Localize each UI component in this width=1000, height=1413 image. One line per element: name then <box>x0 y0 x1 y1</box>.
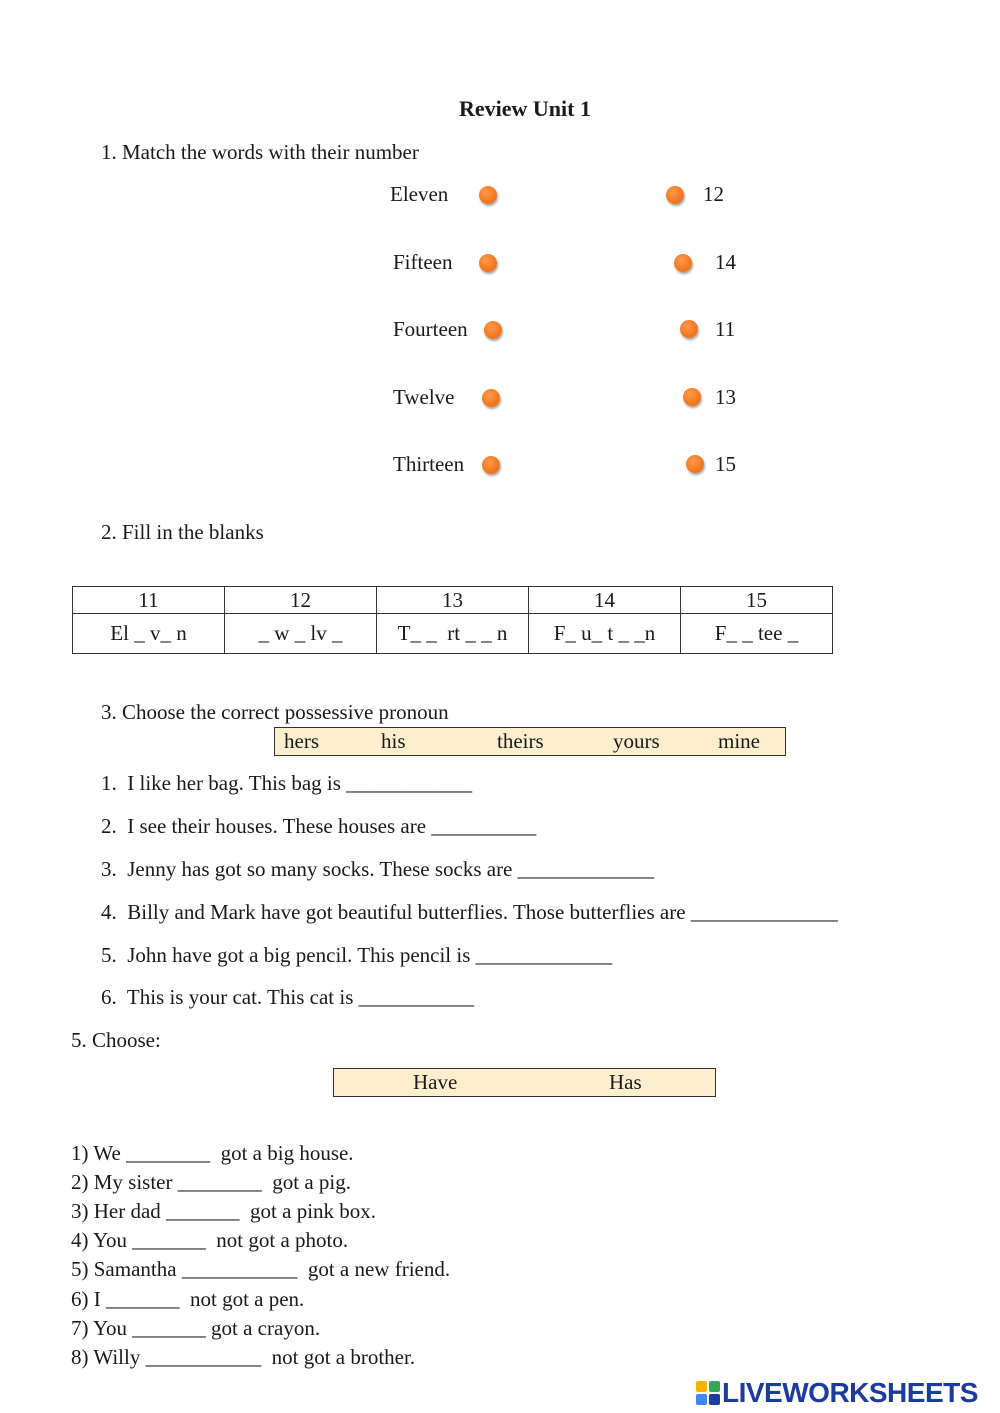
fill-blanks-table <box>72 586 833 654</box>
word-choice-his[interactable]: his <box>381 729 406 753</box>
word-choice-mine[interactable]: mine <box>718 729 760 753</box>
item-suffix: not got a pen. <box>190 1287 305 1311</box>
have-has-item <box>71 1141 354 1166</box>
section1-heading: 1. Match the words with their number <box>101 140 419 164</box>
answer-blank[interactable]: ___________ <box>358 985 475 1009</box>
item-number: 1. <box>101 771 117 795</box>
pronoun-word-bank <box>274 727 786 756</box>
answer-blank[interactable]: ___________ <box>145 1345 262 1369</box>
item-text: Jenny has got so many socks. These socks are <box>127 857 513 881</box>
item-prefix: 6) I <box>71 1287 101 1311</box>
match-number-dot[interactable] <box>686 455 704 473</box>
have-has-item <box>71 1257 450 1282</box>
item-text: I like her bag. This bag is <box>127 771 341 795</box>
item-text: Billy and Mark have got beautiful butterflies. Those butterflies are <box>127 900 686 924</box>
item-number: 5. <box>101 943 117 967</box>
answer-blank[interactable]: _______ <box>166 1199 240 1223</box>
have-has-item <box>71 1316 320 1341</box>
answer-blank[interactable]: ____________ <box>346 771 473 795</box>
match-number: 11 <box>715 317 736 341</box>
table-header-cell: 11 <box>73 587 225 614</box>
item-prefix: 2) My sister <box>71 1170 173 1194</box>
answer-blank[interactable]: _______ <box>132 1228 206 1252</box>
have-has-item <box>71 1287 304 1312</box>
item-text: I see their houses. These houses are <box>127 814 427 838</box>
pronoun-item <box>101 900 838 925</box>
item-number: 6. <box>101 985 117 1009</box>
pronoun-item <box>101 771 472 796</box>
word-choice-theirs[interactable]: theirs <box>497 729 544 753</box>
table-header-cell: 13 <box>377 587 529 614</box>
match-word: Thirteen <box>393 452 465 476</box>
match-word-dot[interactable] <box>482 456 500 474</box>
item-prefix: 3) Her dad <box>71 1199 161 1223</box>
match-word: Fourteen <box>393 317 468 341</box>
have-has-item <box>71 1345 415 1370</box>
match-number-dot[interactable] <box>680 320 698 338</box>
answer-blank[interactable]: ______________ <box>690 900 838 924</box>
word-choice-yours[interactable]: yours <box>613 729 660 753</box>
word-choice-has[interactable]: Has <box>609 1070 642 1094</box>
fill-blank-cell[interactable]: El _ v_ n <box>73 614 225 654</box>
item-suffix: not got a brother. <box>271 1345 416 1369</box>
have-has-item <box>71 1170 351 1195</box>
answer-blank[interactable]: _______ <box>106 1287 180 1311</box>
match-number-dot[interactable] <box>674 254 692 272</box>
item-suffix: got a new friend. <box>307 1257 451 1281</box>
item-suffix: got a pig. <box>272 1170 351 1194</box>
item-suffix: got a big house. <box>220 1141 354 1165</box>
match-number-dot[interactable] <box>666 186 684 204</box>
item-prefix: 1) We <box>71 1141 121 1165</box>
table-header-cell: 15 <box>681 587 833 614</box>
pronoun-item <box>101 814 536 839</box>
word-choice-have[interactable]: Have <box>413 1070 458 1094</box>
item-prefix: 8) Willy <box>71 1345 141 1369</box>
item-text: John have got a big pencil. This pencil is <box>127 943 471 967</box>
match-word-dot[interactable] <box>479 254 497 272</box>
match-number: 12 <box>703 182 724 206</box>
item-number: 2. <box>101 814 117 838</box>
answer-blank[interactable]: _______ <box>132 1316 206 1340</box>
fill-blank-cell[interactable]: T_ _ rt _ _ n <box>377 614 529 654</box>
logo-text: LIVEWORKSHEETS <box>722 1377 978 1408</box>
match-word-dot[interactable] <box>484 321 502 339</box>
table-header-cell: 12 <box>225 587 377 614</box>
item-number: 4. <box>101 900 117 924</box>
match-number: 13 <box>715 385 736 409</box>
pronoun-item <box>101 943 612 968</box>
item-number: 3. <box>101 857 117 881</box>
item-prefix: 7) You <box>71 1316 128 1340</box>
answer-blank[interactable]: ________ <box>126 1141 211 1165</box>
answer-blank[interactable]: ________ <box>177 1170 262 1194</box>
section5-heading: 5. Choose: <box>71 1028 161 1052</box>
item-suffix: got a crayon. <box>211 1316 321 1340</box>
item-prefix: 4) You <box>71 1228 128 1252</box>
logo-grid-icon <box>696 1381 720 1405</box>
table-header-cell: 14 <box>529 587 681 614</box>
answer-blank[interactable]: ___________ <box>181 1257 298 1281</box>
match-word-dot[interactable] <box>479 186 497 204</box>
pronoun-item <box>101 857 654 882</box>
liveworksheets-logo[interactable] <box>696 1378 978 1408</box>
section3-heading: 3. Choose the correct possessive pronoun <box>101 700 449 724</box>
answer-blank[interactable]: _____________ <box>475 943 613 967</box>
pronoun-item <box>101 985 474 1010</box>
item-prefix: 5) Samantha <box>71 1257 177 1281</box>
word-choice-hers[interactable]: hers <box>284 729 319 753</box>
item-text: This is your cat. This cat is <box>126 985 354 1009</box>
page-title: Review Unit 1 <box>459 96 591 121</box>
answer-blank[interactable]: __________ <box>431 814 537 838</box>
have-has-word-bank <box>333 1068 716 1097</box>
match-number-dot[interactable] <box>683 388 701 406</box>
match-number: 15 <box>715 452 736 476</box>
have-has-item <box>71 1228 348 1253</box>
fill-blank-cell[interactable]: F_ _ tee _ <box>681 614 833 654</box>
item-suffix: not got a photo. <box>216 1228 349 1252</box>
fill-blank-cell[interactable]: _ w _ lv _ <box>225 614 377 654</box>
have-has-item <box>71 1199 376 1224</box>
match-word: Twelve <box>393 385 455 409</box>
match-word: Eleven <box>390 182 449 206</box>
match-word-dot[interactable] <box>482 389 500 407</box>
match-number: 14 <box>715 250 736 274</box>
item-suffix: got a pink box. <box>250 1199 377 1223</box>
match-word: Fifteen <box>393 250 453 274</box>
answer-blank[interactable]: _____________ <box>517 857 655 881</box>
fill-blank-cell[interactable]: F_ u_ t _ _n <box>529 614 681 654</box>
section2-heading: 2. Fill in the blanks <box>101 520 264 544</box>
